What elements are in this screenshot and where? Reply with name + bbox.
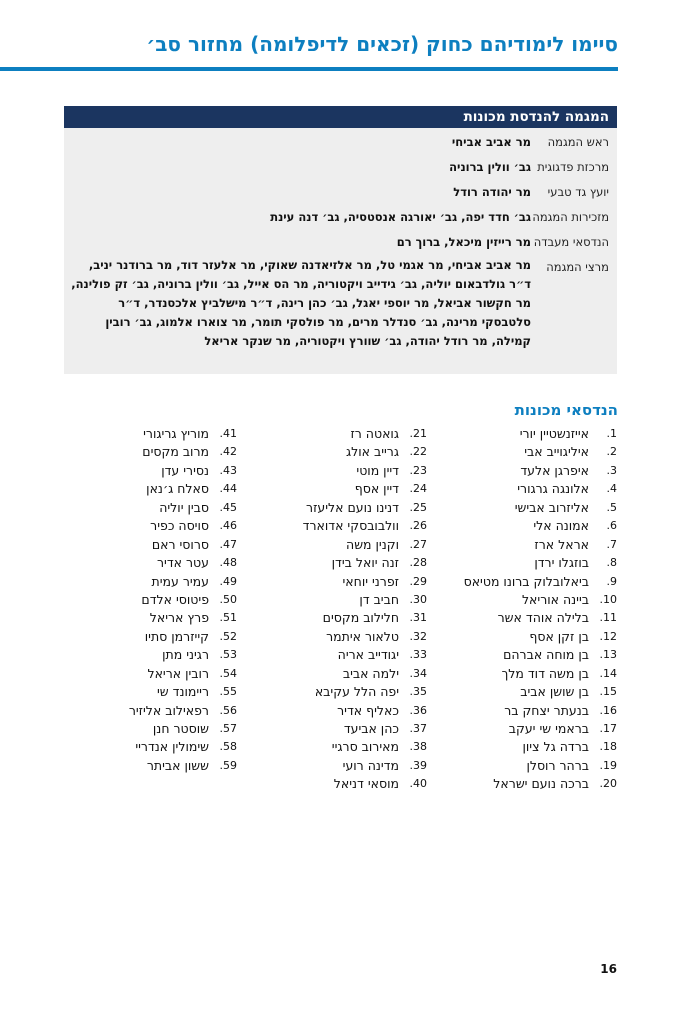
list-item (464, 665, 617, 683)
student-number: 8. (606, 556, 617, 570)
faculty-row (64, 181, 617, 203)
student-number: 22. (409, 445, 427, 459)
student-name: ברדה גל ציון (522, 739, 589, 755)
list-item (464, 646, 617, 664)
student-number: 47. (219, 537, 237, 551)
student-number: 42. (219, 445, 237, 459)
student-name: שוסטר חנן (152, 721, 209, 736)
faculty-names: גב׳ וולין ברוניה (449, 160, 531, 174)
student-name: עטר אדיר (157, 555, 209, 571)
list-item (303, 720, 427, 738)
list-item (303, 480, 427, 498)
student-name: ביינה אוריאל (521, 591, 589, 607)
student-column-1 (464, 425, 617, 794)
student-name: טלאור איתמר (326, 628, 399, 644)
student-number: 36. (409, 703, 427, 717)
faculty-role: יועץ גד טבעי (547, 185, 609, 199)
student-name: וקנין משה (346, 536, 399, 552)
list-item (464, 443, 617, 461)
list-item (303, 775, 427, 793)
student-name: בן זקן אסף (529, 628, 589, 644)
student-number: 56. (219, 703, 237, 717)
student-name: מאירוב סרגיי (331, 739, 399, 755)
student-number: 11. (599, 611, 617, 625)
list-item (129, 628, 237, 646)
student-number: 33. (409, 648, 427, 662)
list-item (464, 720, 617, 738)
student-name: בן משה דוד מלך (501, 665, 589, 681)
faculty-box (64, 106, 617, 374)
list-item (129, 443, 237, 461)
student-name: חלילוב מקסים (322, 610, 399, 626)
faculty-row (64, 206, 617, 228)
student-number: 59. (219, 758, 237, 772)
student-name: וולבובסקי אדוארד (302, 518, 399, 534)
list-item (303, 499, 427, 517)
student-name: עמיר עמית (151, 573, 209, 589)
student-number: 26. (409, 519, 427, 533)
student-name: אמונה אלי (533, 518, 589, 534)
list-item (129, 757, 237, 775)
list-item (129, 609, 237, 627)
list-item (303, 462, 427, 480)
faculty-role: מרצי המגמה (546, 260, 609, 274)
student-name: פיטוסי אלדם (141, 591, 209, 607)
student-name: קייזרמן סתיו (144, 628, 209, 644)
student-number: 4. (606, 482, 617, 496)
faculty-names: מר יהודה רודל (453, 185, 531, 199)
student-name: בוזגלו ירדן (534, 555, 589, 571)
student-number: 19. (599, 758, 617, 772)
student-number: 28. (409, 556, 427, 570)
student-number: 29. (409, 574, 427, 588)
student-name: סאלח ג׳נאן (146, 481, 209, 497)
faculty-role: ראש המגמה (547, 135, 609, 149)
list-item (129, 573, 237, 591)
student-name: בלילה אוהד אשר (497, 610, 589, 626)
student-name: סרוסי ראם (151, 536, 209, 552)
student-name: מדינה רועי (342, 757, 399, 773)
list-item (464, 573, 617, 591)
student-name: פרץ אריאל (149, 610, 209, 626)
student-number: 58. (219, 740, 237, 754)
student-number: 44. (219, 482, 237, 496)
list-item (129, 720, 237, 738)
student-number: 40. (409, 777, 427, 791)
page-number: 16 (600, 962, 617, 976)
student-number: 14. (599, 666, 617, 680)
faculty-role: מרכזת פדגוגית (537, 160, 609, 174)
student-name: ששון אביתר (146, 757, 209, 773)
list-item (129, 480, 237, 498)
list-item (464, 554, 617, 572)
list-item (464, 425, 617, 443)
list-item (129, 683, 237, 701)
list-item (303, 665, 427, 683)
student-number: 43. (219, 463, 237, 477)
student-name: איליגוייב אבי (524, 444, 589, 460)
student-name: רגיני מתן (162, 647, 209, 663)
student-column-3 (129, 425, 237, 775)
list-item (464, 757, 617, 775)
list-item (129, 462, 237, 480)
student-number: 48. (219, 556, 237, 570)
list-item (303, 628, 427, 646)
list-item (464, 683, 617, 701)
student-name: ביאלובלוק ברונו מטיאס (463, 573, 589, 589)
student-name: רפאילוב אליזיר (128, 702, 209, 718)
student-name: זנה יואל בידן (331, 555, 399, 571)
student-name: דיין מוטי (356, 462, 399, 478)
student-name: ילמה אביב (342, 665, 399, 681)
list-item (464, 628, 617, 646)
list-item (129, 646, 237, 664)
student-number: 6. (606, 519, 617, 533)
list-item (464, 591, 617, 609)
list-item (129, 536, 237, 554)
student-name: ברהר רוסלן (526, 757, 589, 773)
student-name: רובין אריאל (147, 665, 209, 681)
student-name: גואטה רז (350, 426, 399, 441)
list-item (464, 499, 617, 517)
list-item (129, 499, 237, 517)
list-item (464, 536, 617, 554)
list-item (129, 591, 237, 609)
student-number: 34. (409, 666, 427, 680)
student-name: אליזרוב אבישי (514, 499, 589, 515)
faculty-names: גב׳ חדד יפה, גב׳ יאורגה אנסטסיה, גב׳ דנה עינת (270, 210, 531, 224)
list-item (129, 517, 237, 535)
student-number: 50. (219, 592, 237, 606)
student-name: חביב דן (359, 591, 399, 607)
student-number: 10. (599, 592, 617, 606)
student-name: ברכה נועם ישראל (493, 776, 589, 792)
student-number: 9. (606, 574, 617, 588)
student-number: 15. (599, 685, 617, 699)
student-number: 3. (606, 463, 617, 477)
student-number: 37. (409, 722, 427, 735)
student-number: 25. (409, 500, 427, 514)
list-item (303, 702, 427, 720)
student-name: מוריץ גריגורי (143, 426, 209, 441)
student-number: 13. (599, 648, 617, 662)
student-number: 1. (606, 427, 617, 440)
student-name: שימולין אנדריי (135, 739, 209, 755)
student-name: יפה הלל עקיבא (314, 684, 399, 700)
list-item (303, 757, 427, 775)
student-number: 20. (599, 777, 617, 791)
student-name: בן מוחה אברהם (503, 647, 589, 663)
student-name: גרייב אולג (345, 444, 399, 460)
student-number: 7. (606, 537, 617, 551)
student-column-2 (303, 425, 427, 794)
list-item (303, 443, 427, 461)
student-number: 2. (606, 445, 617, 459)
student-name: נסירי עדן (161, 462, 209, 478)
student-number: 21. (409, 427, 427, 440)
student-name: כהן אביעד (343, 721, 399, 736)
faculty-role: הנדסאי מעבדה (533, 235, 609, 249)
student-number: 45. (219, 500, 237, 514)
student-number: 24. (409, 482, 427, 496)
student-number: 53. (219, 648, 237, 662)
faculty-role: מזכירות המגמה (532, 210, 609, 224)
list-item (303, 573, 427, 591)
student-number: 41. (219, 427, 237, 440)
student-number: 27. (409, 537, 427, 551)
student-name: דיין אסף (354, 481, 399, 497)
faculty-row (64, 131, 617, 153)
student-name: מרוב מקסים (142, 444, 209, 460)
list-item (464, 738, 617, 756)
student-number: 54. (219, 666, 237, 680)
list-item (303, 517, 427, 535)
student-number: 16. (599, 703, 617, 717)
students-heading: הנדסאי מכונות (514, 401, 618, 419)
student-number: 18. (599, 740, 617, 754)
list-item (464, 517, 617, 535)
student-number: 52. (219, 629, 237, 643)
list-item (303, 536, 427, 554)
page-title: סיימו לימודיהם כחוק (זכאים לדיפלומה) מחזור סב׳ (146, 32, 618, 56)
student-number: 30. (409, 592, 427, 606)
faculty-row (64, 256, 617, 351)
faculty-names: מר אביב אביחי (451, 135, 531, 149)
student-name: ריימונד שי (157, 684, 209, 700)
list-item (464, 480, 617, 498)
student-number: 49. (219, 574, 237, 588)
student-name: בראמי שי יעקב (508, 721, 589, 736)
list-item (303, 554, 427, 572)
student-name: בנעתר יצחק בר (504, 702, 589, 718)
list-item (303, 591, 427, 609)
faculty-heading: המגמה להנדסת מכונות (64, 106, 617, 128)
list-item (464, 775, 617, 793)
list-item (303, 683, 427, 701)
student-name: סבין יוליה (159, 499, 209, 515)
student-name: אייזנשטיין יורי (519, 426, 589, 441)
student-number: 55. (219, 685, 237, 699)
list-item (303, 425, 427, 443)
faculty-names: מר אביב אביחי, מר אגמי טל, מר אלזיאדנה שאוקי, מר אלעזר דוד, מר ברודנר יניב, ד״ר גולדבאום יוליה, גב׳ גידייב ויקטוריה, מר הס אייל, גב׳ וולין ברוניה, גב׳ זק פולינה, מר חקשור אביאל, מר יוספי יאגל, גב׳ כהן רינה, ד״ר מישלביץ אלכסנדר, ד״ר סלטבסקי מרינה, גב׳ סנדלר מרים, מר פולסקי תומר, מר צוארו אלמוג, גב׳ רובין קמילה, מר רודל יהודה, גב׳ שוורץ ויקטוריה, מר שנקר אריאל (71, 258, 531, 348)
list-item (303, 738, 427, 756)
student-name: כאליף אדיר (337, 702, 399, 718)
faculty-row (64, 156, 617, 178)
student-number: 31. (409, 611, 427, 625)
student-number: 32. (409, 629, 427, 643)
student-number: 57. (219, 722, 237, 735)
faculty-row (64, 231, 617, 253)
list-item (129, 702, 237, 720)
student-number: 12. (599, 629, 617, 643)
list-item (129, 738, 237, 756)
list-item (464, 609, 617, 627)
student-name: דנינו נועם אליעזר (306, 499, 399, 515)
student-number: 38. (409, 740, 427, 754)
list-item (464, 462, 617, 480)
student-name: יגודייב אריה (337, 647, 399, 663)
student-name: זפרני יוחאי (342, 573, 399, 589)
list-item (464, 702, 617, 720)
student-name: איפרגן אלעד (520, 462, 589, 478)
list-item (129, 554, 237, 572)
faculty-names: מר רייזין מיכאל, ברוך רם (396, 235, 531, 249)
student-number: 46. (219, 519, 237, 533)
student-number: 39. (409, 758, 427, 772)
student-number: 35. (409, 685, 427, 699)
student-number: 17. (599, 722, 617, 735)
list-item (129, 665, 237, 683)
student-name: סויסה כפיר (150, 518, 209, 534)
title-underline (0, 67, 618, 71)
student-name: בן שושן אביב (520, 684, 589, 700)
list-item (303, 646, 427, 664)
list-item (303, 609, 427, 627)
student-number: 5. (606, 500, 617, 514)
student-name: אראל ארז (534, 536, 589, 552)
list-item (129, 425, 237, 443)
student-name: אלונגה גרגורי (517, 481, 589, 497)
student-number: 51. (219, 611, 237, 625)
student-name: מוסאי דניאל (333, 776, 399, 792)
student-number: 23. (409, 463, 427, 477)
